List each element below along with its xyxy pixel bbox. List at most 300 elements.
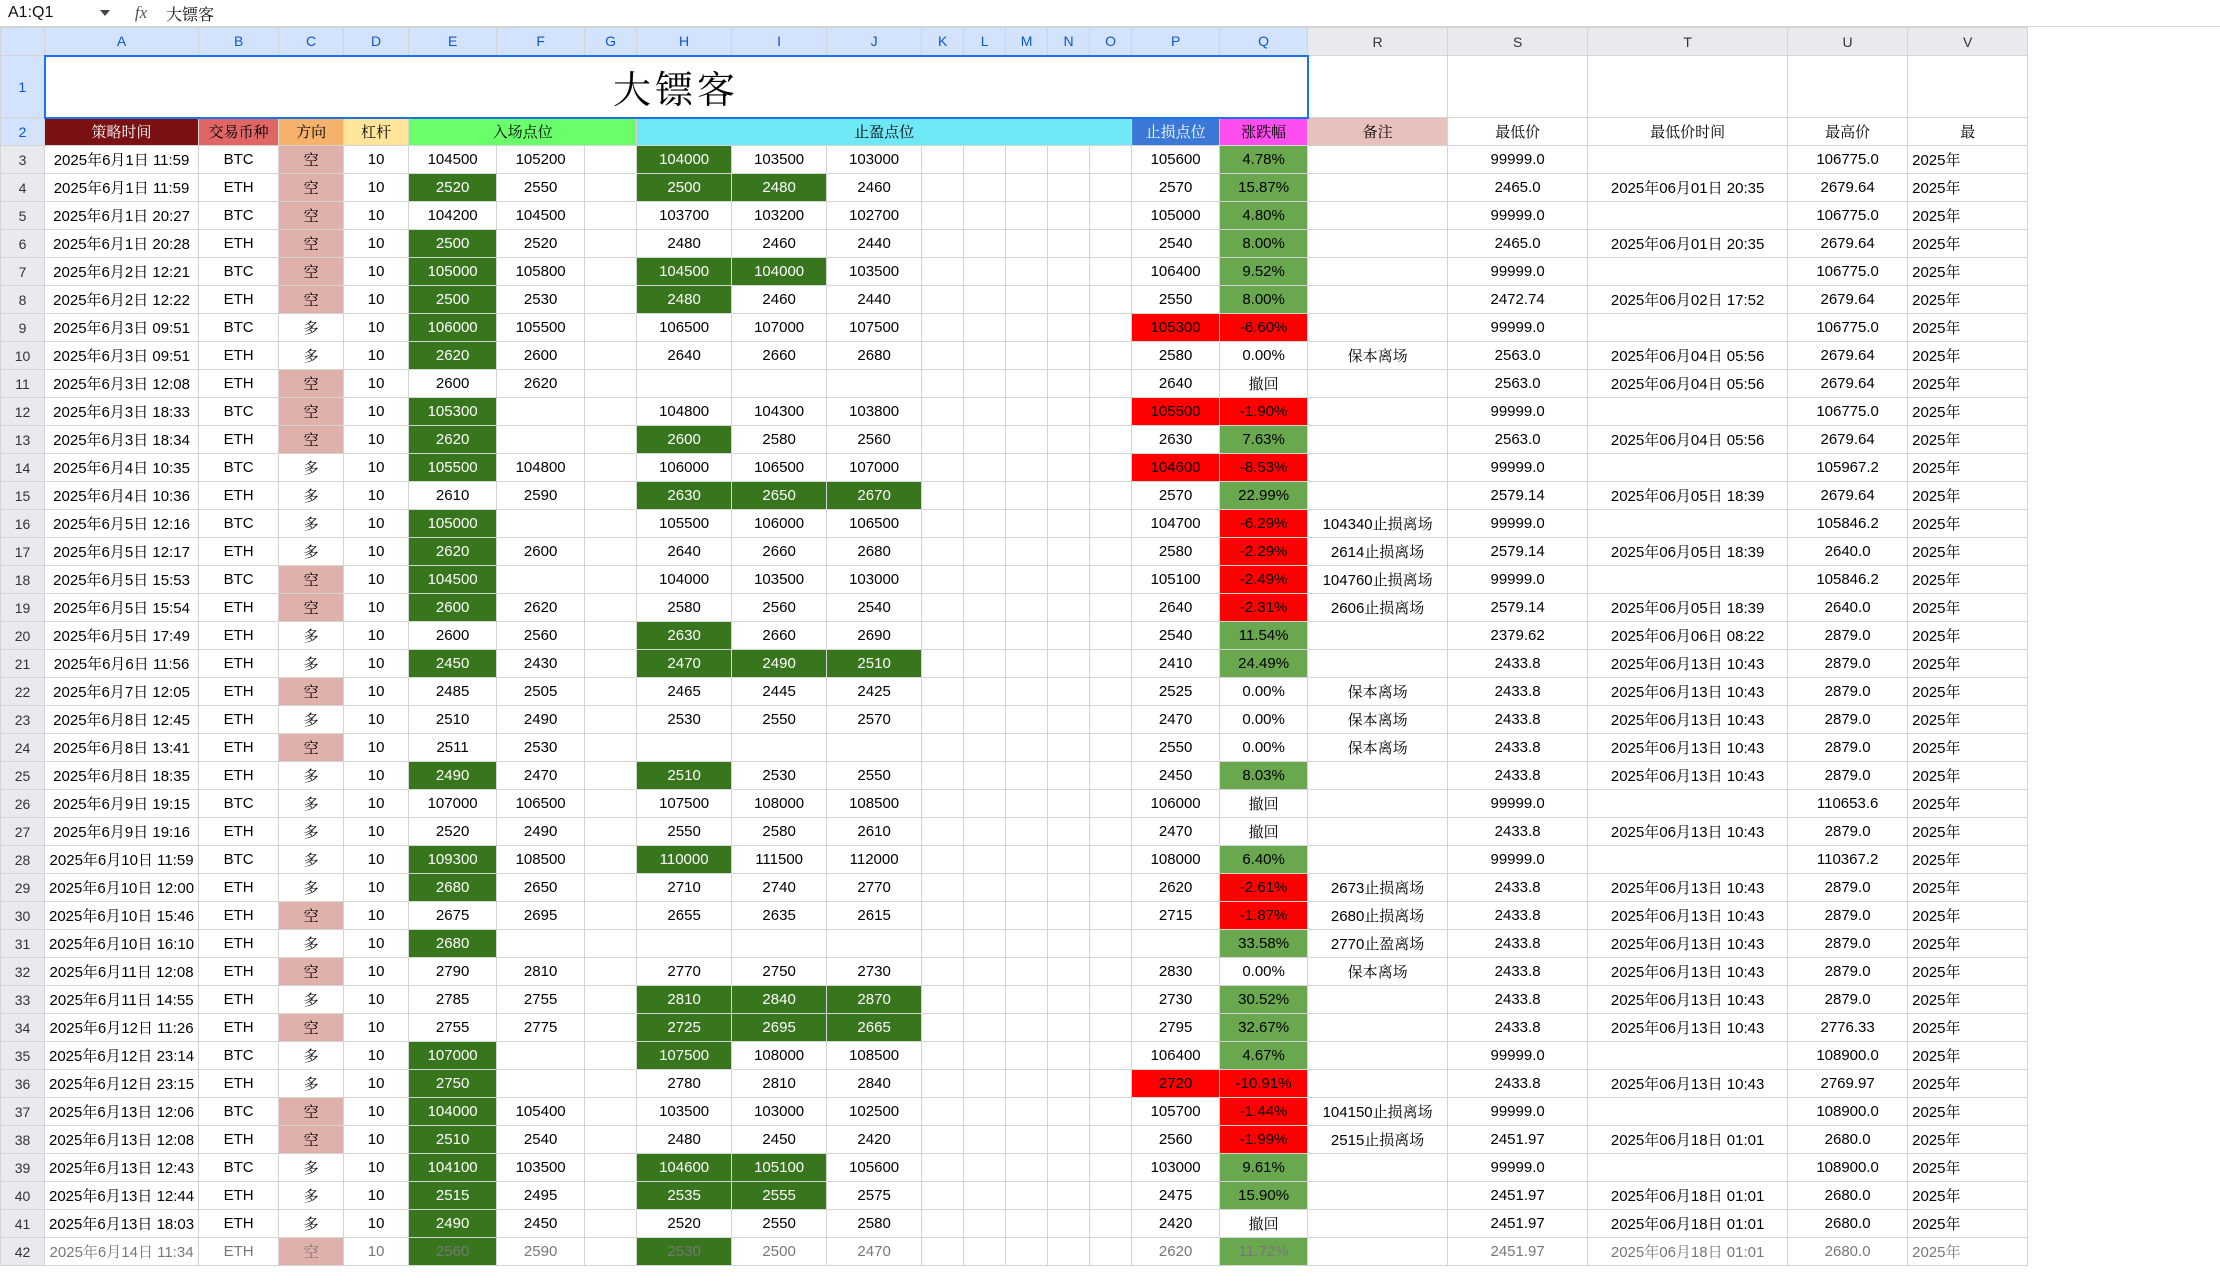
cell-f-8[interactable]: 2530 bbox=[497, 286, 585, 314]
cell-q-40[interactable]: 15.90% bbox=[1220, 1182, 1308, 1210]
cell-h-28[interactable]: 110000 bbox=[637, 846, 732, 874]
cell-b-3[interactable]: BTC bbox=[199, 146, 279, 174]
cell-u-42[interactable]: 2680.0 bbox=[1788, 1238, 1908, 1266]
cell-h-23[interactable]: 2530 bbox=[637, 706, 732, 734]
cell-k-7[interactable] bbox=[922, 258, 964, 286]
cell-b-11[interactable]: ETH bbox=[199, 370, 279, 398]
cell-s-6[interactable]: 2465.0 bbox=[1448, 230, 1588, 258]
cell-g-33[interactable] bbox=[585, 986, 637, 1014]
cell-h-37[interactable]: 103500 bbox=[637, 1098, 732, 1126]
cell-d-5[interactable]: 10 bbox=[344, 202, 409, 230]
cell-p-38[interactable]: 2560 bbox=[1132, 1126, 1220, 1154]
cell-o-8[interactable] bbox=[1090, 286, 1132, 314]
cell-l-12[interactable] bbox=[964, 398, 1006, 426]
cell-c-39[interactable]: 多 bbox=[279, 1154, 344, 1182]
cell-k-16[interactable] bbox=[922, 510, 964, 538]
table-row[interactable] bbox=[1, 482, 2028, 510]
cell-r-6[interactable] bbox=[1308, 230, 1448, 258]
cell-k-8[interactable] bbox=[922, 286, 964, 314]
cell-u-35[interactable]: 108900.0 bbox=[1788, 1042, 1908, 1070]
cell-o-32[interactable] bbox=[1090, 958, 1132, 986]
cell-t-23[interactable]: 2025年06月13日 10:43 bbox=[1588, 706, 1788, 734]
cell-p-14[interactable]: 104600 bbox=[1132, 454, 1220, 482]
row-header-32[interactable]: 32 bbox=[1, 958, 45, 986]
table-row[interactable] bbox=[1, 706, 2028, 734]
cell-r-26[interactable] bbox=[1308, 790, 1448, 818]
cell-m-16[interactable] bbox=[1006, 510, 1048, 538]
cell-e-41[interactable]: 2490 bbox=[409, 1210, 497, 1238]
cell-p-35[interactable]: 106400 bbox=[1132, 1042, 1220, 1070]
cell-s-29[interactable]: 2433.8 bbox=[1448, 874, 1588, 902]
cell-q-21[interactable]: 24.49% bbox=[1220, 650, 1308, 678]
cell-s-27[interactable]: 2433.8 bbox=[1448, 818, 1588, 846]
cell-t-6[interactable]: 2025年06月01日 20:35 bbox=[1588, 230, 1788, 258]
cell-l-35[interactable] bbox=[964, 1042, 1006, 1070]
cell-v-36[interactable]: 2025年 bbox=[1908, 1070, 2028, 1098]
cell-d-32[interactable]: 10 bbox=[344, 958, 409, 986]
cell-l-28[interactable] bbox=[964, 846, 1006, 874]
cell-a-23[interactable]: 2025年6月8日 12:45 bbox=[45, 706, 199, 734]
table-row[interactable] bbox=[1, 734, 2028, 762]
cell-q-18[interactable]: -2.49% bbox=[1220, 566, 1308, 594]
cell-f-17[interactable]: 2600 bbox=[497, 538, 585, 566]
cell-i-31[interactable] bbox=[732, 930, 827, 958]
cell-k-14[interactable] bbox=[922, 454, 964, 482]
cell-e-32[interactable]: 2790 bbox=[409, 958, 497, 986]
cell-c-26[interactable]: 多 bbox=[279, 790, 344, 818]
cell-t-31[interactable]: 2025年06月13日 10:43 bbox=[1588, 930, 1788, 958]
cell-q-15[interactable]: 22.99% bbox=[1220, 482, 1308, 510]
cell-f-21[interactable]: 2430 bbox=[497, 650, 585, 678]
cell-g-30[interactable] bbox=[585, 902, 637, 930]
cell-k-41[interactable] bbox=[922, 1210, 964, 1238]
column-header-c[interactable]: C bbox=[279, 28, 344, 56]
cell-m-18[interactable] bbox=[1006, 566, 1048, 594]
cell-a-12[interactable]: 2025年6月3日 18:33 bbox=[45, 398, 199, 426]
cell-k-24[interactable] bbox=[922, 734, 964, 762]
cell-u-20[interactable]: 2879.0 bbox=[1788, 622, 1908, 650]
cell-q-27[interactable]: 撤回 bbox=[1220, 818, 1308, 846]
cell-p-13[interactable]: 2630 bbox=[1132, 426, 1220, 454]
cell-m-4[interactable] bbox=[1006, 174, 1048, 202]
cell-n-40[interactable] bbox=[1048, 1182, 1090, 1210]
cell-p-15[interactable]: 2570 bbox=[1132, 482, 1220, 510]
cell-i-28[interactable]: 111500 bbox=[732, 846, 827, 874]
cell-p-39[interactable]: 103000 bbox=[1132, 1154, 1220, 1182]
cell-m-7[interactable] bbox=[1006, 258, 1048, 286]
cell-e-7[interactable]: 105000 bbox=[409, 258, 497, 286]
cell-e-16[interactable]: 105000 bbox=[409, 510, 497, 538]
cell-f-26[interactable]: 106500 bbox=[497, 790, 585, 818]
row-header-31[interactable]: 31 bbox=[1, 930, 45, 958]
cell-u-23[interactable]: 2879.0 bbox=[1788, 706, 1908, 734]
cell-v-29[interactable]: 2025年 bbox=[1908, 874, 2028, 902]
cell-n-36[interactable] bbox=[1048, 1070, 1090, 1098]
cell-i-33[interactable]: 2840 bbox=[732, 986, 827, 1014]
cell-r-29[interactable]: 2673止损离场 bbox=[1308, 874, 1448, 902]
cell-f-25[interactable]: 2470 bbox=[497, 762, 585, 790]
column-header-g[interactable]: G bbox=[585, 28, 637, 56]
column-header-u[interactable]: U bbox=[1788, 28, 1908, 56]
cell-o-24[interactable] bbox=[1090, 734, 1132, 762]
cell-d-11[interactable]: 10 bbox=[344, 370, 409, 398]
cell-b-10[interactable]: ETH bbox=[199, 342, 279, 370]
cell-g-14[interactable] bbox=[585, 454, 637, 482]
cell-i-35[interactable]: 108000 bbox=[732, 1042, 827, 1070]
cell-r-13[interactable] bbox=[1308, 426, 1448, 454]
cell-l-19[interactable] bbox=[964, 594, 1006, 622]
table-row[interactable] bbox=[1, 510, 2028, 538]
cell-p-33[interactable]: 2730 bbox=[1132, 986, 1220, 1014]
chevron-down-icon[interactable] bbox=[100, 10, 110, 16]
table-row[interactable] bbox=[1, 1126, 2028, 1154]
cell-u-25[interactable]: 2879.0 bbox=[1788, 762, 1908, 790]
cell-e-23[interactable]: 2510 bbox=[409, 706, 497, 734]
cell-s-11[interactable]: 2563.0 bbox=[1448, 370, 1588, 398]
cell-o-33[interactable] bbox=[1090, 986, 1132, 1014]
cell-h-26[interactable]: 107500 bbox=[637, 790, 732, 818]
table-row[interactable] bbox=[1, 454, 2028, 482]
cell-q-13[interactable]: 7.63% bbox=[1220, 426, 1308, 454]
column-header-f[interactable]: F bbox=[497, 28, 585, 56]
cell-u-12[interactable]: 106775.0 bbox=[1788, 398, 1908, 426]
cell-p-42[interactable]: 2620 bbox=[1132, 1238, 1220, 1266]
cell-t-39[interactable] bbox=[1588, 1154, 1788, 1182]
cell-t-25[interactable]: 2025年06月13日 10:43 bbox=[1588, 762, 1788, 790]
row-header-23[interactable]: 23 bbox=[1, 706, 45, 734]
row-header-42[interactable]: 42 bbox=[1, 1238, 45, 1266]
cell-u-1[interactable] bbox=[1788, 56, 1908, 118]
cell-h-24[interactable] bbox=[637, 734, 732, 762]
cell-r-17[interactable]: 2614止损离场 bbox=[1308, 538, 1448, 566]
cell-i-16[interactable]: 106000 bbox=[732, 510, 827, 538]
cell-n-42[interactable] bbox=[1048, 1238, 1090, 1266]
cell-n-12[interactable] bbox=[1048, 398, 1090, 426]
cell-p-22[interactable]: 2525 bbox=[1132, 678, 1220, 706]
row-header-16[interactable]: 16 bbox=[1, 510, 45, 538]
cell-i-19[interactable]: 2560 bbox=[732, 594, 827, 622]
cell-q-24[interactable]: 0.00% bbox=[1220, 734, 1308, 762]
cell-c-14[interactable]: 多 bbox=[279, 454, 344, 482]
cell-k-31[interactable] bbox=[922, 930, 964, 958]
row-header-40[interactable]: 40 bbox=[1, 1182, 45, 1210]
cell-j-31[interactable] bbox=[827, 930, 922, 958]
cell-j-8[interactable]: 2440 bbox=[827, 286, 922, 314]
column-header-k[interactable]: K bbox=[922, 28, 964, 56]
cell-q-17[interactable]: -2.29% bbox=[1220, 538, 1308, 566]
cell-i-32[interactable]: 2750 bbox=[732, 958, 827, 986]
cell-c-4[interactable]: 空 bbox=[279, 174, 344, 202]
cell-h-31[interactable] bbox=[637, 930, 732, 958]
cell-a-30[interactable]: 2025年6月10日 15:46 bbox=[45, 902, 199, 930]
cell-e-9[interactable]: 106000 bbox=[409, 314, 497, 342]
row-header-7[interactable]: 7 bbox=[1, 258, 45, 286]
cell-g-40[interactable] bbox=[585, 1182, 637, 1210]
cell-o-16[interactable] bbox=[1090, 510, 1132, 538]
cell-n-13[interactable] bbox=[1048, 426, 1090, 454]
cell-f-35[interactable] bbox=[497, 1042, 585, 1070]
cell-d-25[interactable]: 10 bbox=[344, 762, 409, 790]
cell-s-28[interactable]: 99999.0 bbox=[1448, 846, 1588, 874]
cell-l-37[interactable] bbox=[964, 1098, 1006, 1126]
cell-r-7[interactable] bbox=[1308, 258, 1448, 286]
cell-v-33[interactable]: 2025年 bbox=[1908, 986, 2028, 1014]
cell-a-28[interactable]: 2025年6月10日 11:59 bbox=[45, 846, 199, 874]
cell-s-8[interactable]: 2472.74 bbox=[1448, 286, 1588, 314]
cell-m-24[interactable] bbox=[1006, 734, 1048, 762]
row-header-34[interactable]: 34 bbox=[1, 1014, 45, 1042]
row-header-30[interactable]: 30 bbox=[1, 902, 45, 930]
row-header-8[interactable]: 8 bbox=[1, 286, 45, 314]
cell-b-22[interactable]: ETH bbox=[199, 678, 279, 706]
column-header-e[interactable]: E bbox=[409, 28, 497, 56]
cell-k-36[interactable] bbox=[922, 1070, 964, 1098]
cell-o-17[interactable] bbox=[1090, 538, 1132, 566]
row-header-29[interactable]: 29 bbox=[1, 874, 45, 902]
cell-s-37[interactable]: 99999.0 bbox=[1448, 1098, 1588, 1126]
cell-s-34[interactable]: 2433.8 bbox=[1448, 1014, 1588, 1042]
name-box[interactable] bbox=[0, 0, 120, 26]
cell-m-21[interactable] bbox=[1006, 650, 1048, 678]
cell-o-6[interactable] bbox=[1090, 230, 1132, 258]
cell-d-37[interactable]: 10 bbox=[344, 1098, 409, 1126]
cell-a-8[interactable]: 2025年6月2日 12:22 bbox=[45, 286, 199, 314]
cell-g-38[interactable] bbox=[585, 1126, 637, 1154]
cell-g-15[interactable] bbox=[585, 482, 637, 510]
cell-f-40[interactable]: 2495 bbox=[497, 1182, 585, 1210]
cell-f-16[interactable] bbox=[497, 510, 585, 538]
cell-h-10[interactable]: 2640 bbox=[637, 342, 732, 370]
cell-n-22[interactable] bbox=[1048, 678, 1090, 706]
cell-m-10[interactable] bbox=[1006, 342, 1048, 370]
cell-j-41[interactable]: 2580 bbox=[827, 1210, 922, 1238]
cell-k-28[interactable] bbox=[922, 846, 964, 874]
cell-q-14[interactable]: -8.53% bbox=[1220, 454, 1308, 482]
column-header-q[interactable]: Q bbox=[1220, 28, 1308, 56]
cell-k-20[interactable] bbox=[922, 622, 964, 650]
cell-r-35[interactable] bbox=[1308, 1042, 1448, 1070]
cell-o-14[interactable] bbox=[1090, 454, 1132, 482]
cell-t-3[interactable] bbox=[1588, 146, 1788, 174]
cell-q-19[interactable]: -2.31% bbox=[1220, 594, 1308, 622]
cell-u-30[interactable]: 2879.0 bbox=[1788, 902, 1908, 930]
cell-q-16[interactable]: -6.29% bbox=[1220, 510, 1308, 538]
cell-f-30[interactable]: 2695 bbox=[497, 902, 585, 930]
table-row[interactable] bbox=[1, 1070, 2028, 1098]
cell-u-31[interactable]: 2879.0 bbox=[1788, 930, 1908, 958]
column-header-h[interactable]: H bbox=[637, 28, 732, 56]
cell-p-31[interactable] bbox=[1132, 930, 1220, 958]
cell-v-11[interactable]: 2025年 bbox=[1908, 370, 2028, 398]
cell-t-7[interactable] bbox=[1588, 258, 1788, 286]
cell-e-8[interactable]: 2500 bbox=[409, 286, 497, 314]
cell-f-9[interactable]: 105500 bbox=[497, 314, 585, 342]
cell-n-26[interactable] bbox=[1048, 790, 1090, 818]
cell-v-10[interactable]: 2025年 bbox=[1908, 342, 2028, 370]
cell-f-38[interactable]: 2540 bbox=[497, 1126, 585, 1154]
cell-j-18[interactable]: 103000 bbox=[827, 566, 922, 594]
cell-d-3[interactable]: 10 bbox=[344, 146, 409, 174]
cell-s-35[interactable]: 99999.0 bbox=[1448, 1042, 1588, 1070]
cell-r-1[interactable] bbox=[1308, 56, 1448, 118]
cell-r-38[interactable]: 2515止损离场 bbox=[1308, 1126, 1448, 1154]
cell-h-6[interactable]: 2480 bbox=[637, 230, 732, 258]
cell-h-16[interactable]: 105500 bbox=[637, 510, 732, 538]
cell-e-36[interactable]: 2750 bbox=[409, 1070, 497, 1098]
cell-g-3[interactable] bbox=[585, 146, 637, 174]
cell-k-38[interactable] bbox=[922, 1126, 964, 1154]
cell-g-9[interactable] bbox=[585, 314, 637, 342]
cell-p-32[interactable]: 2830 bbox=[1132, 958, 1220, 986]
cell-u-13[interactable]: 2679.64 bbox=[1788, 426, 1908, 454]
cell-g-8[interactable] bbox=[585, 286, 637, 314]
cell-m-8[interactable] bbox=[1006, 286, 1048, 314]
cell-g-31[interactable] bbox=[585, 930, 637, 958]
cell-p-40[interactable]: 2475 bbox=[1132, 1182, 1220, 1210]
cell-b-41[interactable]: ETH bbox=[199, 1210, 279, 1238]
column-header-b[interactable]: B bbox=[199, 28, 279, 56]
cell-p-23[interactable]: 2470 bbox=[1132, 706, 1220, 734]
cell-v-39[interactable]: 2025年 bbox=[1908, 1154, 2028, 1182]
cell-r-24[interactable]: 保本离场 bbox=[1308, 734, 1448, 762]
cell-n-4[interactable] bbox=[1048, 174, 1090, 202]
cell-m-37[interactable] bbox=[1006, 1098, 1048, 1126]
column-title-8[interactable]: 备注 bbox=[1308, 118, 1448, 146]
cell-l-23[interactable] bbox=[964, 706, 1006, 734]
row-header-15[interactable]: 15 bbox=[1, 482, 45, 510]
cell-u-14[interactable]: 105967.2 bbox=[1788, 454, 1908, 482]
cell-n-31[interactable] bbox=[1048, 930, 1090, 958]
cell-l-31[interactable] bbox=[964, 930, 1006, 958]
row-header-6[interactable]: 6 bbox=[1, 230, 45, 258]
cell-c-7[interactable]: 空 bbox=[279, 258, 344, 286]
cell-v-9[interactable]: 2025年 bbox=[1908, 314, 2028, 342]
cell-n-33[interactable] bbox=[1048, 986, 1090, 1014]
cell-a-17[interactable]: 2025年6月5日 12:17 bbox=[45, 538, 199, 566]
column-header-j[interactable]: J bbox=[827, 28, 922, 56]
table-row[interactable] bbox=[1, 286, 2028, 314]
table-row[interactable] bbox=[1, 678, 2028, 706]
table-row[interactable] bbox=[1, 230, 2028, 258]
cell-u-37[interactable]: 108900.0 bbox=[1788, 1098, 1908, 1126]
cell-v-32[interactable]: 2025年 bbox=[1908, 958, 2028, 986]
cell-g-22[interactable] bbox=[585, 678, 637, 706]
table-row[interactable] bbox=[1, 958, 2028, 986]
cell-s-1[interactable] bbox=[1448, 56, 1588, 118]
cell-n-32[interactable] bbox=[1048, 958, 1090, 986]
cell-b-12[interactable]: BTC bbox=[199, 398, 279, 426]
cell-t-26[interactable] bbox=[1588, 790, 1788, 818]
cell-l-36[interactable] bbox=[964, 1070, 1006, 1098]
cell-c-27[interactable]: 多 bbox=[279, 818, 344, 846]
cell-t-32[interactable]: 2025年06月13日 10:43 bbox=[1588, 958, 1788, 986]
cell-r-11[interactable] bbox=[1308, 370, 1448, 398]
cell-g-37[interactable] bbox=[585, 1098, 637, 1126]
cell-f-41[interactable]: 2450 bbox=[497, 1210, 585, 1238]
cell-h-8[interactable]: 2480 bbox=[637, 286, 732, 314]
cell-m-9[interactable] bbox=[1006, 314, 1048, 342]
cell-a-20[interactable]: 2025年6月5日 17:49 bbox=[45, 622, 199, 650]
cell-g-10[interactable] bbox=[585, 342, 637, 370]
cell-u-21[interactable]: 2879.0 bbox=[1788, 650, 1908, 678]
cell-k-10[interactable] bbox=[922, 342, 964, 370]
cell-b-19[interactable]: ETH bbox=[199, 594, 279, 622]
cell-i-34[interactable]: 2695 bbox=[732, 1014, 827, 1042]
cell-q-34[interactable]: 32.67% bbox=[1220, 1014, 1308, 1042]
cell-l-24[interactable] bbox=[964, 734, 1006, 762]
cell-o-12[interactable] bbox=[1090, 398, 1132, 426]
cell-g-4[interactable] bbox=[585, 174, 637, 202]
cell-g-39[interactable] bbox=[585, 1154, 637, 1182]
cell-f-6[interactable]: 2520 bbox=[497, 230, 585, 258]
cell-a-21[interactable]: 2025年6月6日 11:56 bbox=[45, 650, 199, 678]
cell-u-9[interactable]: 106775.0 bbox=[1788, 314, 1908, 342]
table-row[interactable] bbox=[1, 846, 2028, 874]
cell-s-21[interactable]: 2433.8 bbox=[1448, 650, 1588, 678]
cell-h-25[interactable]: 2510 bbox=[637, 762, 732, 790]
cell-j-34[interactable]: 2665 bbox=[827, 1014, 922, 1042]
row-header-41[interactable]: 41 bbox=[1, 1210, 45, 1238]
cell-t-35[interactable] bbox=[1588, 1042, 1788, 1070]
cell-c-37[interactable]: 空 bbox=[279, 1098, 344, 1126]
cell-m-20[interactable] bbox=[1006, 622, 1048, 650]
cell-f-18[interactable] bbox=[497, 566, 585, 594]
row-header-12[interactable]: 12 bbox=[1, 398, 45, 426]
table-row[interactable] bbox=[1, 902, 2028, 930]
cell-l-41[interactable] bbox=[964, 1210, 1006, 1238]
cell-c-19[interactable]: 空 bbox=[279, 594, 344, 622]
cell-s-24[interactable]: 2433.8 bbox=[1448, 734, 1588, 762]
cell-h-33[interactable]: 2810 bbox=[637, 986, 732, 1014]
cell-k-13[interactable] bbox=[922, 426, 964, 454]
table-row[interactable] bbox=[1, 986, 2028, 1014]
cell-h-18[interactable]: 104000 bbox=[637, 566, 732, 594]
cell-r-32[interactable]: 保本离场 bbox=[1308, 958, 1448, 986]
cell-j-21[interactable]: 2510 bbox=[827, 650, 922, 678]
cell-g-23[interactable] bbox=[585, 706, 637, 734]
cell-s-22[interactable]: 2433.8 bbox=[1448, 678, 1588, 706]
cell-f-5[interactable]: 104500 bbox=[497, 202, 585, 230]
cell-l-16[interactable] bbox=[964, 510, 1006, 538]
cell-o-10[interactable] bbox=[1090, 342, 1132, 370]
cell-c-29[interactable]: 多 bbox=[279, 874, 344, 902]
cell-j-22[interactable]: 2425 bbox=[827, 678, 922, 706]
cell-v-24[interactable]: 2025年 bbox=[1908, 734, 2028, 762]
cell-o-11[interactable] bbox=[1090, 370, 1132, 398]
cell-j-27[interactable]: 2610 bbox=[827, 818, 922, 846]
cell-h-38[interactable]: 2480 bbox=[637, 1126, 732, 1154]
cell-k-27[interactable] bbox=[922, 818, 964, 846]
cell-d-20[interactable]: 10 bbox=[344, 622, 409, 650]
cell-a-37[interactable]: 2025年6月13日 12:06 bbox=[45, 1098, 199, 1126]
cell-f-29[interactable]: 2650 bbox=[497, 874, 585, 902]
column-header-l[interactable]: L bbox=[964, 28, 1006, 56]
cell-e-26[interactable]: 107000 bbox=[409, 790, 497, 818]
cell-q-26[interactable]: 撤回 bbox=[1220, 790, 1308, 818]
cell-l-27[interactable] bbox=[964, 818, 1006, 846]
cell-r-5[interactable] bbox=[1308, 202, 1448, 230]
cell-h-32[interactable]: 2770 bbox=[637, 958, 732, 986]
cell-n-24[interactable] bbox=[1048, 734, 1090, 762]
cell-r-20[interactable] bbox=[1308, 622, 1448, 650]
cell-s-15[interactable]: 2579.14 bbox=[1448, 482, 1588, 510]
cell-s-14[interactable]: 99999.0 bbox=[1448, 454, 1588, 482]
cell-g-6[interactable] bbox=[585, 230, 637, 258]
table-row[interactable] bbox=[1, 1210, 2028, 1238]
cell-m-12[interactable] bbox=[1006, 398, 1048, 426]
cell-p-34[interactable]: 2795 bbox=[1132, 1014, 1220, 1042]
cell-h-4[interactable]: 2500 bbox=[637, 174, 732, 202]
